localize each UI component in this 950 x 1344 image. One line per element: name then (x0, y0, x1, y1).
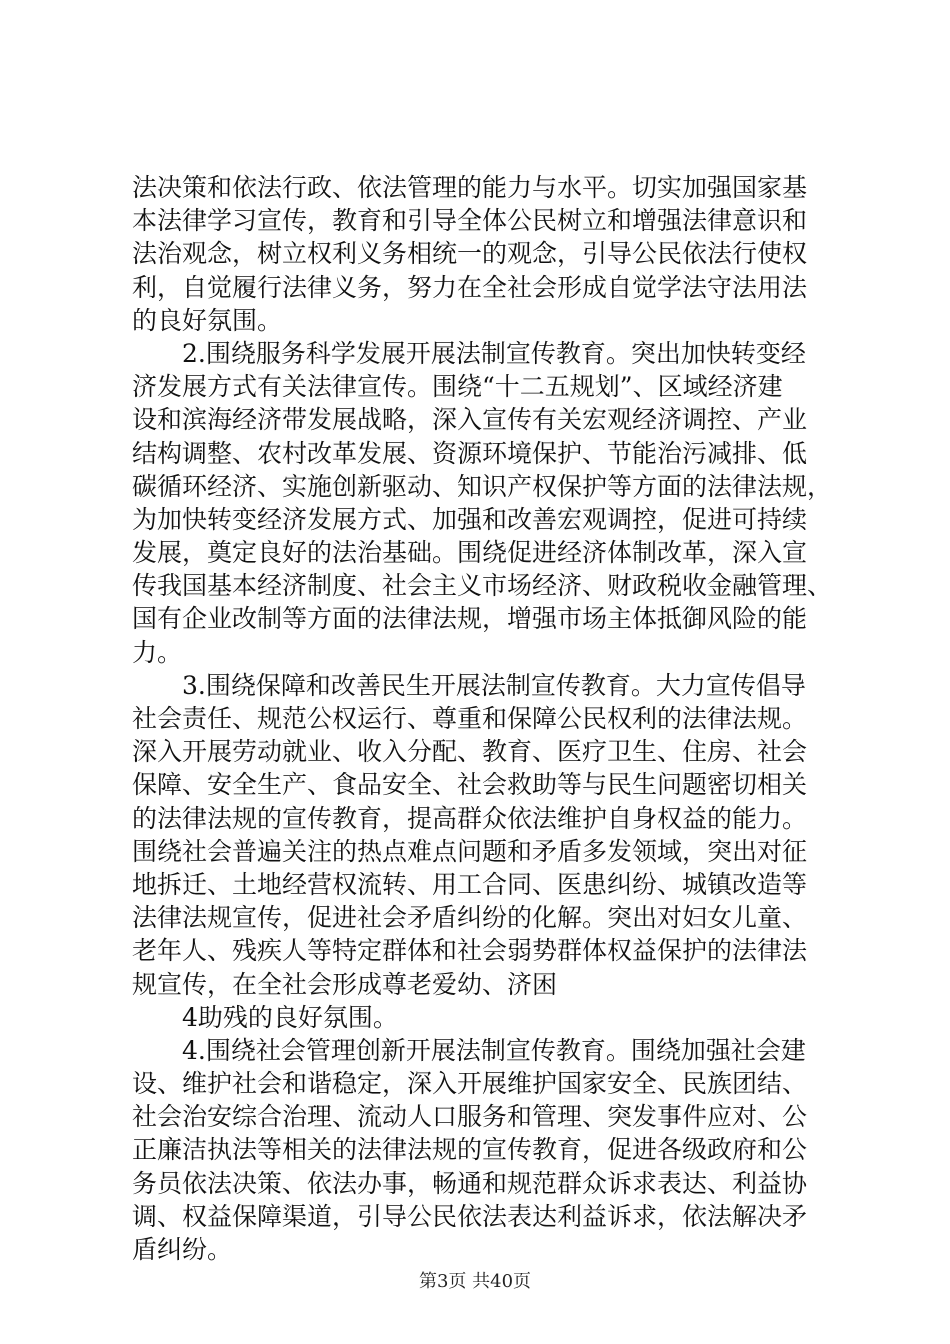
text-line: 4助残的良好氛围。 (132, 1002, 398, 1032)
text-line: 发展，奠定良好的法治基础。围绕促进经济体制改革，深入宣 (132, 538, 808, 568)
text-line: 3.围绕保障和改善民生开展法制宣传教育。大力宣传倡导 (132, 670, 806, 700)
text-line: 调、权益保障渠道，引导公民依法表达利益诉求，依法解决矛 (132, 1201, 808, 1231)
text-line: 正廉洁执法等相关的法律法规的宣传教育，促进各级政府和公 (132, 1135, 808, 1165)
text-line: 法律法规宣传，促进社会矛盾纠纷的化解。突出对妇女儿童、 (132, 903, 808, 933)
text-line: 本法律学习宣传，教育和引导全体公民树立和增强法律意识和 (132, 206, 808, 236)
text-line: 设、维护社会和谐稳定，深入开展维护国家安全、民族团结、 (132, 1069, 808, 1099)
text-line: 力。 (132, 637, 183, 667)
text-line: 盾纠纷。 (132, 1235, 233, 1264)
text-line: 传我国基本经济制度、社会主义市场经济、财政税收金融管理、 (132, 571, 833, 601)
body-text (132, 171, 832, 1266)
text-line: 围绕社会普遍关注的热点难点问题和矛盾多发领域，突出对征 (132, 836, 808, 866)
text-line: 地拆迁、土地经营权流转、用工合同、医患纠纷、城镇改造等 (132, 869, 808, 899)
text-line: 为加快转变经济发展方式、加强和改善宏观调控，促进可持续 (132, 504, 808, 534)
text-line: 的良好氛围。 (132, 305, 283, 335)
text-line: 碳循环经济、实施创新驱动、知识产权保护等方面的法律法规， (132, 471, 833, 501)
text-line: 国有企业改制等方面的法律法规，增强市场主体抵御风险的能 (132, 604, 808, 634)
text-line: 社会责任、规范公权运行、尊重和保障公民权利的法律法规。 (132, 704, 808, 733)
page-footer: 第3页 共40页 (418, 1271, 532, 1292)
text-line: 老年人、残疾人等特定群体和社会弱势群体权益保护的法律法 (132, 936, 808, 966)
text-line: 法决策和依法行政、依法管理的能力与水平。切实加强国家基 (132, 173, 808, 202)
text-line: 利，自觉履行法律义务，努力在全社会形成自觉学法守法用法 (132, 272, 808, 302)
text-line: 务员依法决策、依法办事，畅通和规范群众诉求表达、利益协 (132, 1168, 808, 1198)
text-line: 法治观念，树立权利义务相统一的观念，引导公民依法行使权 (132, 239, 808, 269)
text-line: 4.围绕社会管理创新开展法制宣传教育。围绕加强社会建 (132, 1035, 806, 1065)
text-line: 2.围绕服务科学发展开展法制宣传教育。突出加快转变经 (132, 338, 806, 368)
text-line: 结构调整、农村改革发展、资源环境保护、节能治污减排、低 (132, 438, 808, 468)
text-line: 设和滨海经济带发展战略，深入宣传有关宏观经济调控、产业 (132, 405, 808, 435)
text-line: 济发展方式有关法律宣传。围绕“十二五规划”、区域经济建 (132, 372, 783, 402)
text-line: 深入开展劳动就业、收入分配、教育、医疗卫生、住房、社会 (132, 737, 808, 767)
text-line: 规宣传，在全社会形成尊老爱幼、济困 (132, 969, 558, 999)
text-line: 的法律法规的宣传教育，提高群众依法维护自身权益的能力。 (132, 803, 808, 833)
text-line: 保障、安全生产、食品安全、社会救助等与民生问题密切相关 (132, 770, 808, 800)
text-line: 社会治安综合治理、流动人口服务和管理、突发事件应对、公 (132, 1102, 808, 1132)
